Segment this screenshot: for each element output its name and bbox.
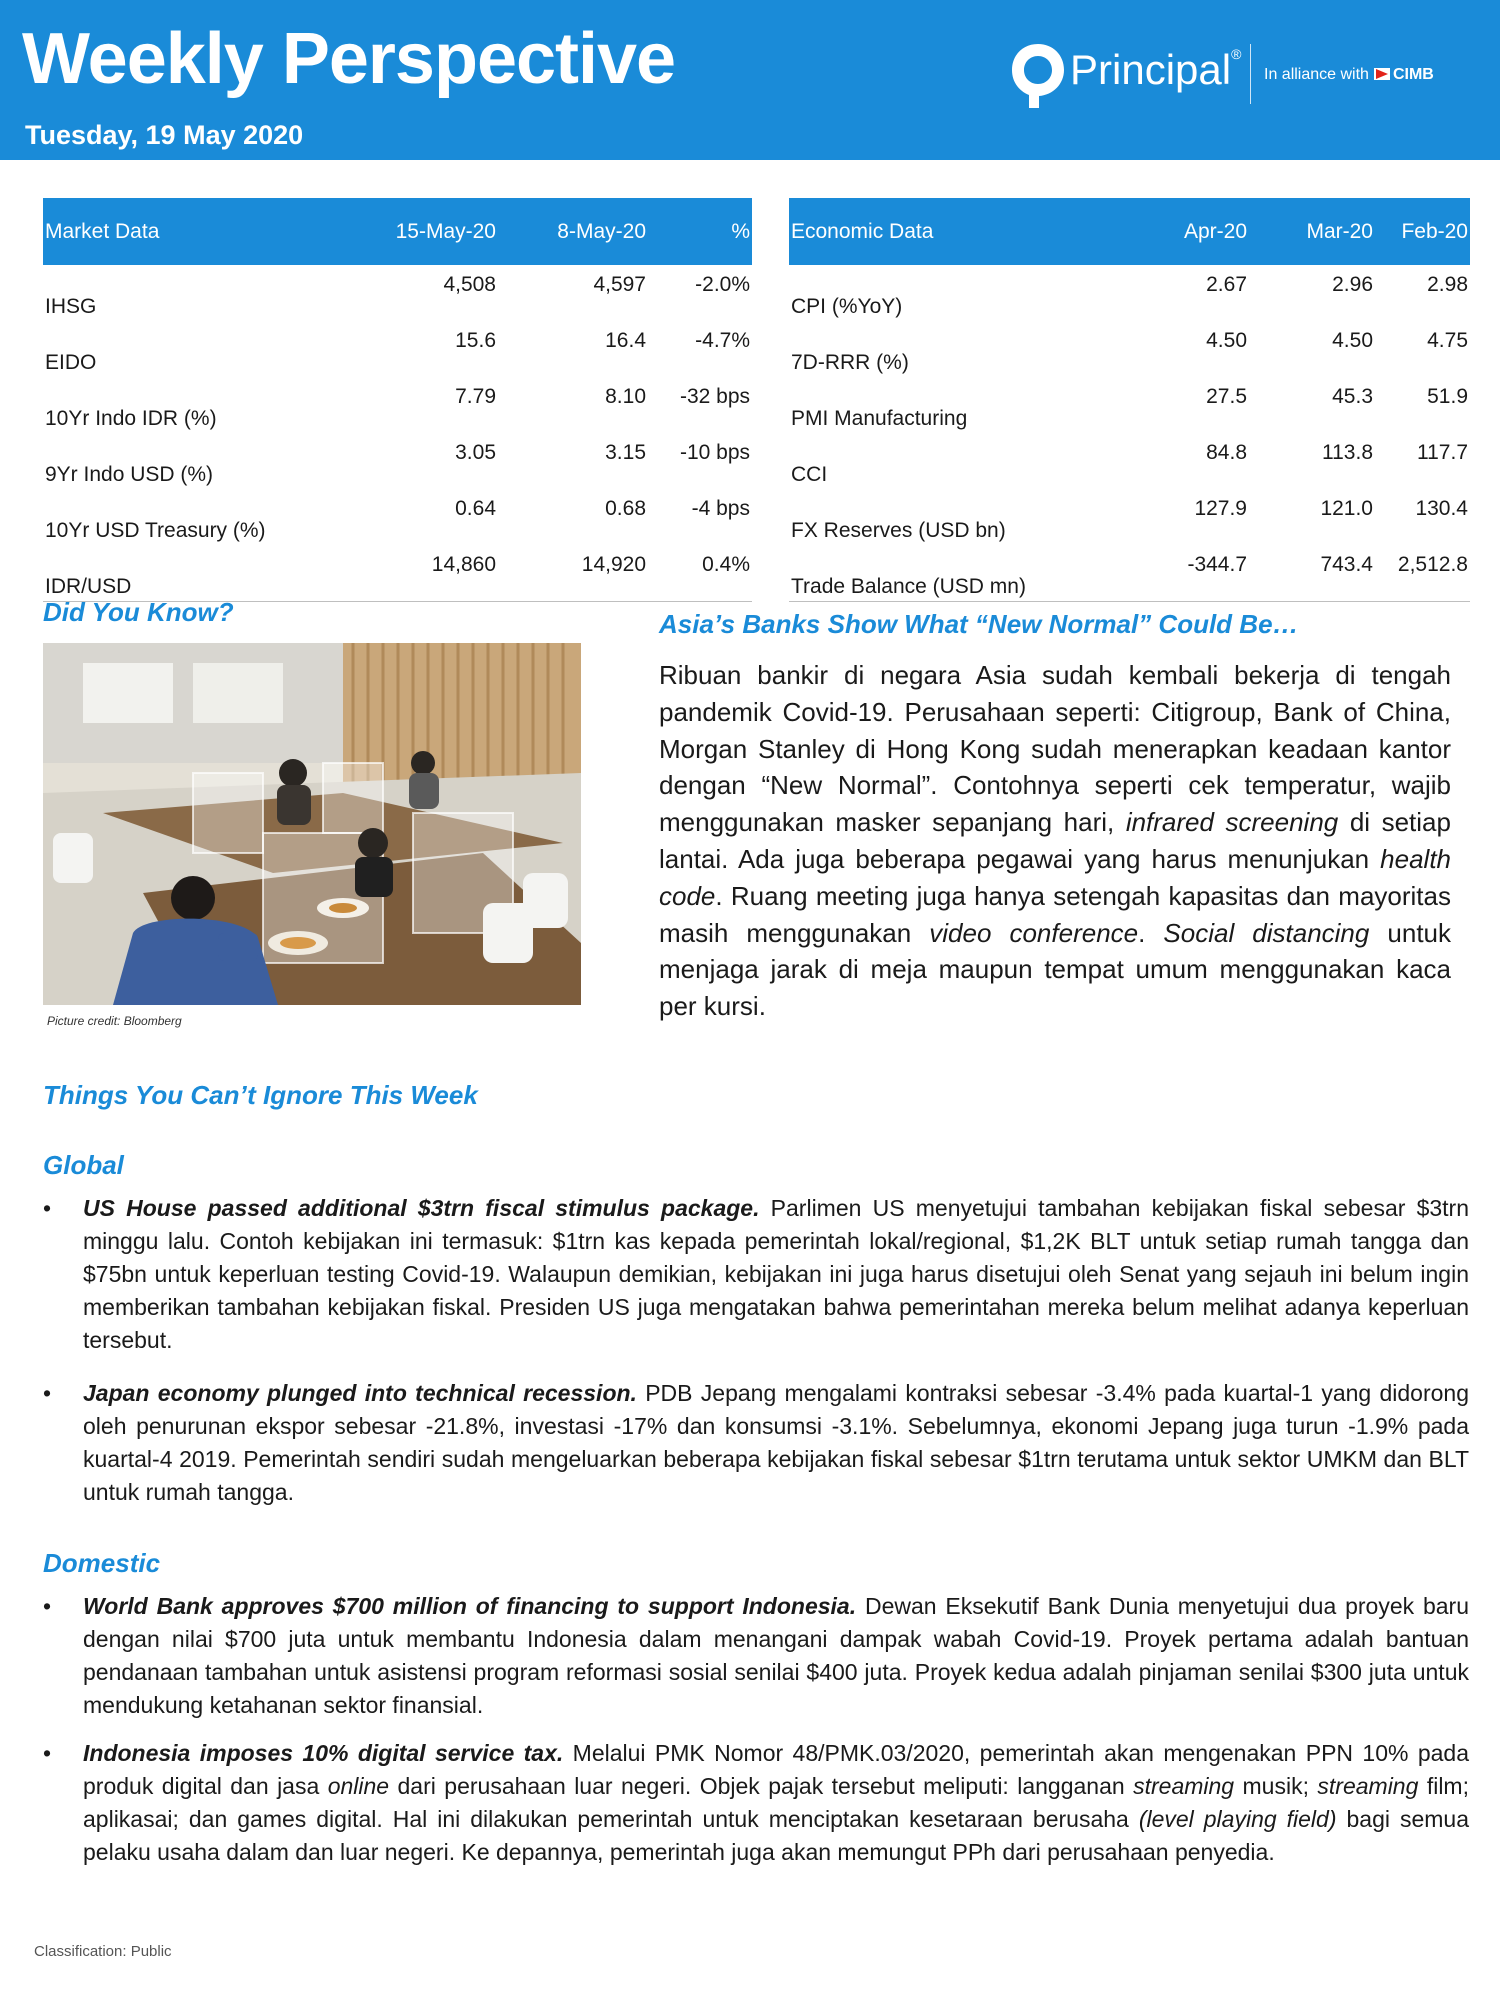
table-row <box>43 321 752 377</box>
row-label: IDR/USD <box>43 545 343 602</box>
table-cell: -4.7% <box>695 329 750 352</box>
table-cell: 14,860 <box>343 545 498 602</box>
principal-logo <box>1010 40 1480 110</box>
cimb-logo-text: CIMB <box>1392 66 1434 83</box>
page-header <box>0 0 1500 160</box>
table-header-cell: Feb-20 <box>1375 198 1470 265</box>
bullet-text: Dewan Eksekutif Bank Dunia menyetujui dua proyek baru dengan nilai $700 juta untuk membantu Indonesia dalam menangani dampak wabah Covid-19. Proyek pertama adalah bantuan pendanaan tambahan untuk asistensi program reformasi sosial senilai $400 juta. Proyek kedua adalah pinjaman senilai $300 juta untuk mendukung ketahanan sektor finansial. <box>83 1593 1469 1718</box>
list-item <box>43 1192 1469 1357</box>
table-header-cell: 15-May-20 <box>343 198 498 265</box>
table-cell: -10 bps <box>679 441 750 464</box>
bullet-icon: • <box>43 1593 52 1619</box>
table-cell: 4.50 <box>1206 329 1247 352</box>
row-label: CCI <box>791 463 828 486</box>
photo-illustration <box>43 643 581 1005</box>
table-cell: 4.75 <box>1427 329 1468 352</box>
table-cell: -344.7 <box>1129 545 1249 602</box>
table-row <box>789 545 1470 602</box>
row-label: EIDO <box>45 351 97 374</box>
row-label: 10Yr USD Treasury (%) <box>45 519 266 542</box>
table-cell: 7.79 <box>455 385 496 408</box>
classification-footer: Classification: Public <box>34 1943 172 1960</box>
table-row <box>789 433 1470 489</box>
table-cell: 2.98 <box>1427 273 1468 296</box>
table-header-cell: Apr-20 <box>1129 198 1249 265</box>
bullet-lead: World Bank approves $700 million of financing to support Indonesia. <box>83 1593 857 1619</box>
bullet-text: PDB Jepang mengalami kontraksi sebesar -3.4% pada kuartal-1 yang didorong oleh penurunan ekspor sebesar -21.8%, investasi -17% dan konsumsi -3.1%. Sebelumnya, ekonomi Jepang juga turun -1.9% pada kuartal-4 2019. Pemerintah sendiri sudah mengeluarkan beberapa kebijakan fiskal sebesar $1trn terutama untuk sektor UMKM dan BLT untuk rumah tangga. <box>83 1380 1469 1505</box>
bullet-icon: • <box>43 1380 52 1406</box>
table-cell: 2,512.8 <box>1375 545 1470 602</box>
row-label: IHSG <box>45 295 97 318</box>
alliance-text: In alliance with CIMB <box>1264 66 1434 83</box>
table-cell: 4,597 <box>593 273 646 296</box>
table-cell: 4.50 <box>1332 329 1373 352</box>
table-row <box>43 545 752 602</box>
table-cell: 51.9 <box>1427 385 1468 408</box>
table-cell: 2.67 <box>1206 273 1247 296</box>
bullet-text: Parlimen US menyetujui tambahan kebijakan fiskal sebesar $3trn minggu lalu. Contoh kebijakan ini termasuk: $1trn kas kepada pemerintah lokal/regional, $1,2K BLT untuk setiap rumah tangga dan $75bn untuk keperluan testing Covid-19. Walaupun demikian, kebijakan ini juga harus disetujui oleh Senat yang sejauh ini belum ingin memberikan tambahan kebijakan fiskal. Presiden US juga mengatakan bahwa pemerintahan mereka belum melihat adanya keperluan tersebut. <box>83 1195 1470 1353</box>
table-cell: 3.15 <box>605 441 646 464</box>
table-cell: 14,920 <box>498 545 648 602</box>
table-cell: 15.6 <box>455 329 496 352</box>
office-cafeteria-photo <box>43 643 581 1005</box>
bullet-lead: Japan economy plunged into technical recession. <box>83 1380 637 1406</box>
row-label: 7D-RRR (%) <box>791 351 909 374</box>
row-label: CPI (%YoY) <box>791 295 903 318</box>
bullet-lead: US House passed additional $3trn fiscal stimulus package. <box>83 1195 760 1221</box>
table-row <box>789 321 1470 377</box>
list-item <box>43 1590 1469 1722</box>
table-row <box>789 377 1470 433</box>
row-label: PMI Manufacturing <box>791 407 968 430</box>
table-cell: 84.8 <box>1206 441 1247 464</box>
table-header-row <box>789 198 1470 265</box>
table-cell: 121.0 <box>1320 497 1373 520</box>
table-cell: 743.4 <box>1249 545 1375 602</box>
photo-credit: Picture credit: Bloomberg <box>47 1014 182 1028</box>
table-cell: 117.7 <box>1417 441 1468 464</box>
table-row <box>43 489 752 545</box>
row-label: Trade Balance (USD mn) <box>789 545 1129 602</box>
did-you-know-heading: Did You Know? <box>43 597 234 627</box>
table-row <box>43 377 752 433</box>
table-cell: 45.3 <box>1332 385 1373 408</box>
table-cell: 16.4 <box>605 329 646 352</box>
table-cell: 0.68 <box>605 497 646 520</box>
row-label: 10Yr Indo IDR (%) <box>45 407 217 430</box>
bullet-lead: Indonesia imposes 10% digital service tax. <box>83 1740 564 1766</box>
table-cell: 130.4 <box>1415 497 1468 520</box>
table-row <box>43 433 752 489</box>
row-label: 9Yr Indo USD (%) <box>45 463 214 486</box>
table-header-cell: Mar-20 <box>1249 198 1375 265</box>
table-row <box>43 265 752 321</box>
table-cell: -4 bps <box>691 497 750 520</box>
table-row <box>789 489 1470 545</box>
row-label: FX Reserves (USD bn) <box>791 519 1006 542</box>
table-cell: 2.96 <box>1332 273 1373 296</box>
table-header-cell: % <box>648 198 752 265</box>
table-header-cell: 8-May-20 <box>498 198 648 265</box>
market-data-table <box>43 198 752 602</box>
principal-logo-text: Principal® <box>1070 46 1242 93</box>
table-header-row <box>43 198 752 265</box>
bullet-icon: • <box>43 1195 52 1221</box>
article-body: Ribuan bankir di negara Asia sudah kembali bekerja di tengah pandemik Covid-19. Perusahaan seperti: Citigroup, Bank of China, Morgan Stanley di Hong Kong sudah menerapkan keadaan kantor dengan “New Normal”. Contohnya seperti cek temperatur, wajib menggunakan masker sepanjang hari, infrared screening di setiap lantai. Ada juga beberapa pegawai yang harus menunjukan health code. Ruang meeting juga hanya setengah kapasitas dan mayoritas masih menggunakan video conference. Social distancing untuk menjaga jarak di meja maupun tempat umum menggunakan kaca per kursi. <box>659 660 1452 1022</box>
table-cell: 113.8 <box>1322 441 1373 464</box>
table-header-cell: Market Data <box>43 198 343 265</box>
principal-logo-icon <box>1010 42 1066 110</box>
page-title: Weekly Perspective <box>22 19 676 99</box>
economic-data-table <box>789 198 1470 602</box>
things-heading: Things You Can’t Ignore This Week <box>43 1080 478 1110</box>
logo-divider <box>1250 44 1251 104</box>
bullet-icon: • <box>43 1740 52 1766</box>
domestic-heading: Domestic <box>43 1548 161 1578</box>
table-cell: -32 bps <box>679 385 750 408</box>
table-cell: 127.9 <box>1194 497 1247 520</box>
table-cell: 27.5 <box>1206 385 1247 408</box>
page-date: Tuesday, 19 May 2020 <box>25 120 304 150</box>
article-title: Asia’s Banks Show What “New Normal” Could Be… <box>659 609 1299 639</box>
table-cell: 0.4% <box>648 545 752 602</box>
table-cell: -2.0% <box>695 273 750 296</box>
table-header-cell: Economic Data <box>789 198 1129 265</box>
table-cell: 3.05 <box>455 441 496 464</box>
cimb-logo-icon <box>1374 68 1390 80</box>
table-row <box>789 265 1470 321</box>
list-item <box>43 1377 1469 1509</box>
list-item: • Indonesia imposes 10% digital service tax. Melalui PMK Nomor 48/PMK.03/2020, pemerintah akan mengenakan PPN 10% pada produk digital dan jasa online dari perusahaan luar negeri. Objek pajak tersebut meliputi: langganan streaming musik; streaming film; aplikasai; dan games digital. Hal ini dilakukan pemerintah untuk menciptakan kesetaraan berusaha (level playing field) bagi semua pelaku usaha dalam dan luar negeri. Ke depannya, pemerintah juga akan memungut PPh dari perusahaan penyedia. <box>43 1737 1469 1869</box>
table-cell: 4,508 <box>443 273 496 296</box>
global-heading: Global <box>43 1150 124 1180</box>
table-cell: 0.64 <box>455 497 496 520</box>
table-cell: 8.10 <box>605 385 646 408</box>
